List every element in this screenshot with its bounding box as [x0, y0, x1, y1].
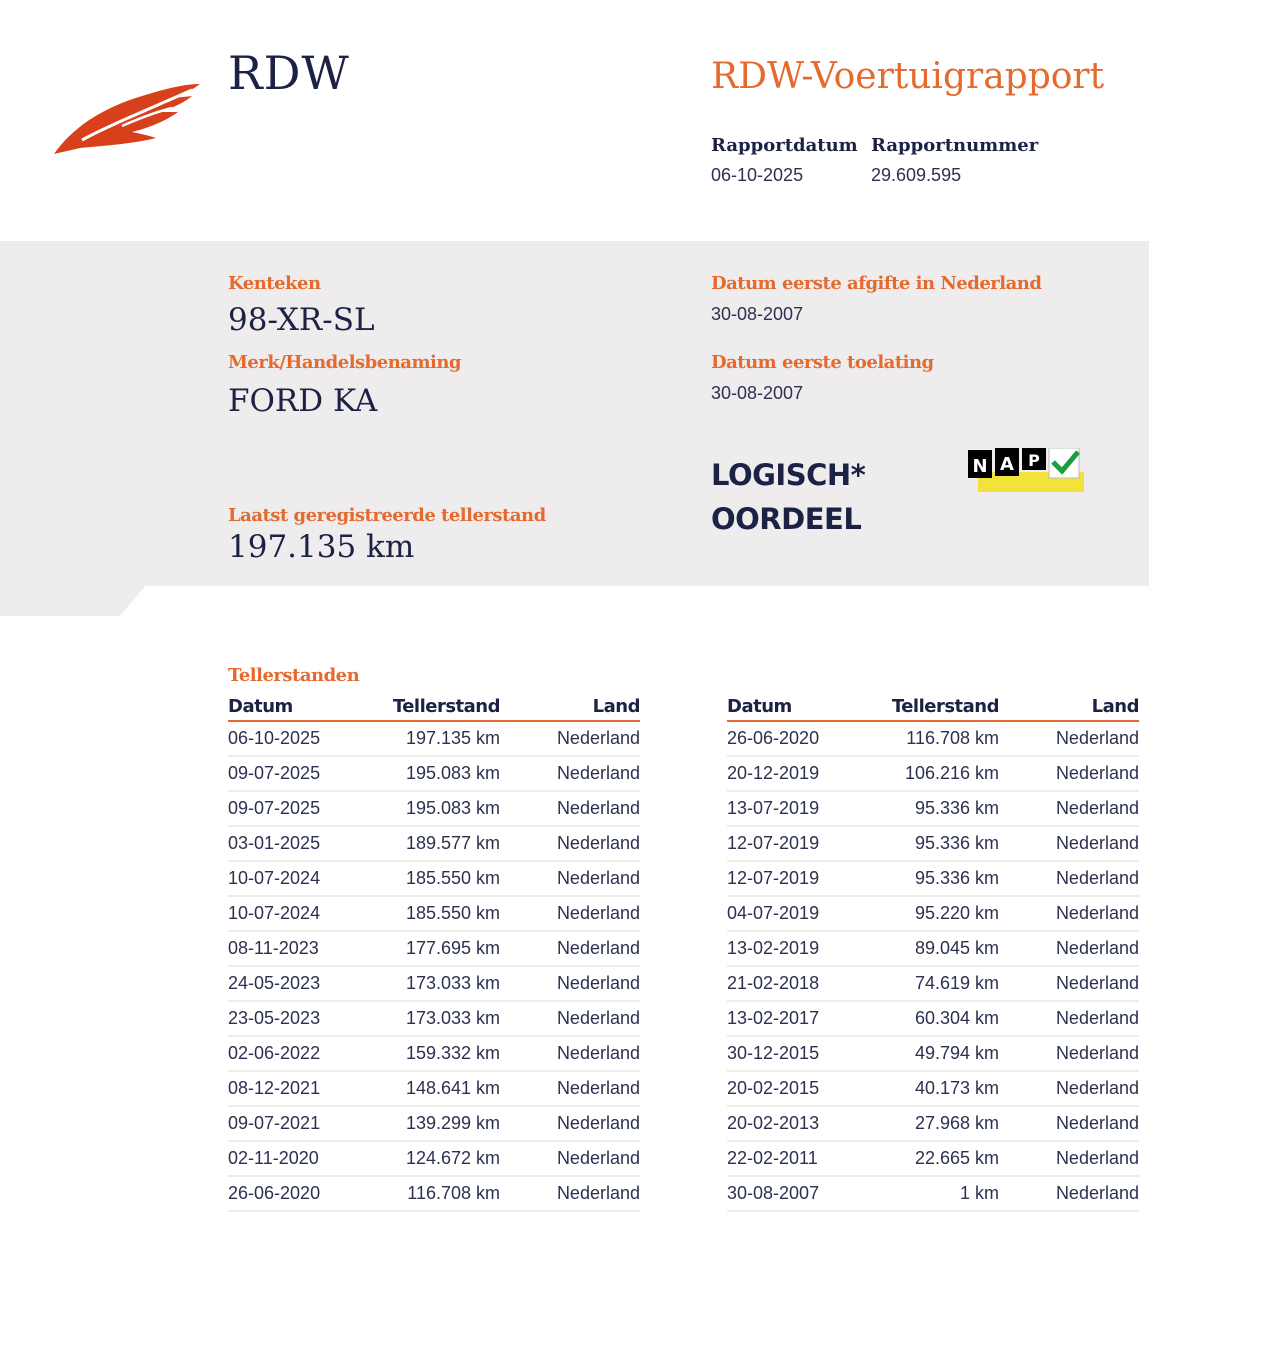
panel-notch-shape — [0, 585, 146, 616]
first-registration-nl-label: Datum eerste afgifte in Nederland — [711, 273, 1042, 294]
cell-country: Nederland — [999, 791, 1139, 826]
cell-reading: 197.135 km — [388, 721, 500, 756]
cell-country: Nederland — [500, 1176, 640, 1211]
cell-reading: 177.695 km — [388, 931, 500, 966]
cell-reading: 116.708 km — [887, 721, 999, 756]
cell-reading: 27.968 km — [887, 1106, 999, 1141]
cell-reading: 185.550 km — [388, 896, 500, 931]
cell-country: Nederland — [500, 1001, 640, 1036]
table-row — [228, 791, 640, 826]
col-header-date: Datum — [727, 696, 887, 721]
cell-reading: 139.299 km — [388, 1106, 500, 1141]
table-row — [727, 861, 1139, 896]
cell-reading: 1 km — [887, 1176, 999, 1211]
table-row — [228, 1141, 640, 1176]
cell-country: Nederland — [999, 756, 1139, 791]
cell-date: 06-10-2025 — [228, 721, 388, 756]
cell-country: Nederland — [999, 1141, 1139, 1176]
plate-label: Kenteken — [228, 273, 321, 294]
nap-letter-n: N — [972, 456, 988, 477]
table-row — [727, 1071, 1139, 1106]
odometer-label: Laatst geregistreerde tellerstand — [228, 505, 546, 526]
table-row — [228, 721, 640, 756]
table-row — [228, 1001, 640, 1036]
nap-letter-p: P — [1028, 451, 1040, 470]
cell-country: Nederland — [999, 1176, 1139, 1211]
cell-reading: 74.619 km — [887, 966, 999, 1001]
table-row — [228, 1071, 640, 1106]
report-date-label: Rapportdatum — [711, 135, 858, 156]
cell-country: Nederland — [500, 826, 640, 861]
cell-date: 20-02-2013 — [727, 1106, 887, 1141]
cell-date: 10-07-2024 — [228, 861, 388, 896]
table-row — [228, 1036, 640, 1071]
cell-country: Nederland — [999, 826, 1139, 861]
odometer-value: 197.135 km — [228, 529, 415, 565]
cell-date: 20-12-2019 — [727, 756, 887, 791]
cell-country: Nederland — [999, 896, 1139, 931]
verdict-line-1: LOGISCH* — [711, 458, 866, 492]
cell-date: 09-07-2025 — [228, 791, 388, 826]
cell-date: 21-02-2018 — [727, 966, 887, 1001]
table-row — [727, 1106, 1139, 1141]
cell-country: Nederland — [500, 1106, 640, 1141]
cell-country: Nederland — [999, 1071, 1139, 1106]
make-label: Merk/Handelsbenaming — [228, 352, 462, 373]
cell-country: Nederland — [999, 861, 1139, 896]
nap-letter-a: A — [1000, 454, 1014, 475]
cell-date: 13-02-2019 — [727, 931, 887, 966]
report-title: RDW-Voertuigrapport — [711, 56, 1105, 97]
col-header-reading: Tellerstand — [388, 696, 500, 721]
cell-country: Nederland — [500, 1141, 640, 1176]
cell-country: Nederland — [999, 1036, 1139, 1071]
cell-date: 08-12-2021 — [228, 1071, 388, 1106]
cell-reading: 195.083 km — [388, 791, 500, 826]
col-header-reading: Tellerstand — [887, 696, 999, 721]
cell-reading: 49.794 km — [887, 1036, 999, 1071]
brand-name: RDW — [228, 46, 350, 100]
table-row — [727, 966, 1139, 1001]
cell-reading: 95.220 km — [887, 896, 999, 931]
cell-reading: 106.216 km — [887, 756, 999, 791]
table-row — [228, 861, 640, 896]
cell-reading: 95.336 km — [887, 826, 999, 861]
cell-date: 09-07-2021 — [228, 1106, 388, 1141]
first-admission-label: Datum eerste toelating — [711, 352, 934, 373]
table-row — [727, 791, 1139, 826]
table-row — [228, 756, 640, 791]
vehicle-make: FORD KA — [228, 383, 378, 419]
cell-reading: 124.672 km — [388, 1141, 500, 1176]
report-date: 06-10-2025 — [711, 165, 804, 185]
cell-country: Nederland — [500, 861, 640, 896]
table-row — [727, 1001, 1139, 1036]
cell-reading: 195.083 km — [388, 756, 500, 791]
table-row — [727, 1176, 1139, 1211]
table-row — [228, 1106, 640, 1141]
cell-date: 13-02-2017 — [727, 1001, 887, 1036]
cell-country: Nederland — [999, 1106, 1139, 1141]
cell-date: 22-02-2011 — [727, 1141, 887, 1176]
table-row — [228, 896, 640, 931]
cell-date: 26-06-2020 — [727, 721, 887, 756]
report-number-label: Rapportnummer — [871, 135, 1039, 156]
col-header-country: Land — [999, 696, 1139, 721]
cell-country: Nederland — [999, 931, 1139, 966]
nap-logo-icon — [968, 448, 1084, 492]
cell-date: 12-07-2019 — [727, 826, 887, 861]
table-row — [228, 931, 640, 966]
col-header-country: Land — [500, 696, 640, 721]
cell-date: 20-02-2015 — [727, 1071, 887, 1106]
cell-date: 30-12-2015 — [727, 1036, 887, 1071]
cell-reading: 40.173 km — [887, 1071, 999, 1106]
cell-country: Nederland — [999, 721, 1139, 756]
cell-country: Nederland — [500, 721, 640, 756]
table-header-row — [228, 696, 640, 721]
cell-reading: 116.708 km — [388, 1176, 500, 1211]
table-row — [228, 966, 640, 1001]
cell-country: Nederland — [500, 931, 640, 966]
cell-reading: 95.336 km — [887, 791, 999, 826]
cell-date: 08-11-2023 — [228, 931, 388, 966]
table-row — [228, 826, 640, 861]
cell-country: Nederland — [500, 896, 640, 931]
cell-country: Nederland — [500, 1071, 640, 1106]
table-row — [727, 1036, 1139, 1071]
cell-reading: 89.045 km — [887, 931, 999, 966]
readings-table-right — [727, 696, 1139, 1212]
table-header-row — [727, 696, 1139, 721]
cell-reading: 189.577 km — [388, 826, 500, 861]
cell-date: 12-07-2019 — [727, 861, 887, 896]
cell-country: Nederland — [500, 966, 640, 1001]
cell-country: Nederland — [500, 791, 640, 826]
table-row — [228, 1176, 640, 1211]
report-number: 29.609.595 — [871, 165, 962, 185]
cell-date: 23-05-2023 — [228, 1001, 388, 1036]
table-row — [727, 1141, 1139, 1176]
cell-date: 09-07-2025 — [228, 756, 388, 791]
rdw-logo-icon — [52, 78, 202, 158]
cell-date: 30-08-2007 — [727, 1176, 887, 1211]
cell-reading: 95.336 km — [887, 861, 999, 896]
cell-date: 02-11-2020 — [228, 1141, 388, 1176]
table-row — [727, 756, 1139, 791]
cell-reading: 173.033 km — [388, 1001, 500, 1036]
cell-date: 02-06-2022 — [228, 1036, 388, 1071]
verdict-line-2: OORDEEL — [711, 502, 862, 536]
cell-country: Nederland — [999, 1001, 1139, 1036]
first-registration-nl-date: 30-08-2007 — [711, 304, 804, 324]
cell-reading: 173.033 km — [388, 966, 500, 1001]
nap-verdict — [711, 453, 865, 541]
cell-reading: 60.304 km — [887, 1001, 999, 1036]
readings-table-left — [228, 696, 640, 1212]
cell-date: 03-01-2025 — [228, 826, 388, 861]
col-header-date: Datum — [228, 696, 388, 721]
readings-title: Tellerstanden — [228, 665, 360, 686]
table-row — [727, 931, 1139, 966]
cell-country: Nederland — [500, 756, 640, 791]
cell-date: 04-07-2019 — [727, 896, 887, 931]
first-admission-date: 30-08-2007 — [711, 383, 804, 403]
table-row — [727, 721, 1139, 756]
cell-reading: 159.332 km — [388, 1036, 500, 1071]
cell-date: 24-05-2023 — [228, 966, 388, 1001]
license-plate: 98-XR-SL — [228, 302, 375, 338]
table-row — [727, 896, 1139, 931]
cell-reading: 148.641 km — [388, 1071, 500, 1106]
cell-country: Nederland — [500, 1036, 640, 1071]
table-row — [727, 826, 1139, 861]
cell-country: Nederland — [999, 966, 1139, 1001]
cell-reading: 22.665 km — [887, 1141, 999, 1176]
cell-date: 26-06-2020 — [228, 1176, 388, 1211]
cell-date: 10-07-2024 — [228, 896, 388, 931]
cell-date: 13-07-2019 — [727, 791, 887, 826]
cell-reading: 185.550 km — [388, 861, 500, 896]
